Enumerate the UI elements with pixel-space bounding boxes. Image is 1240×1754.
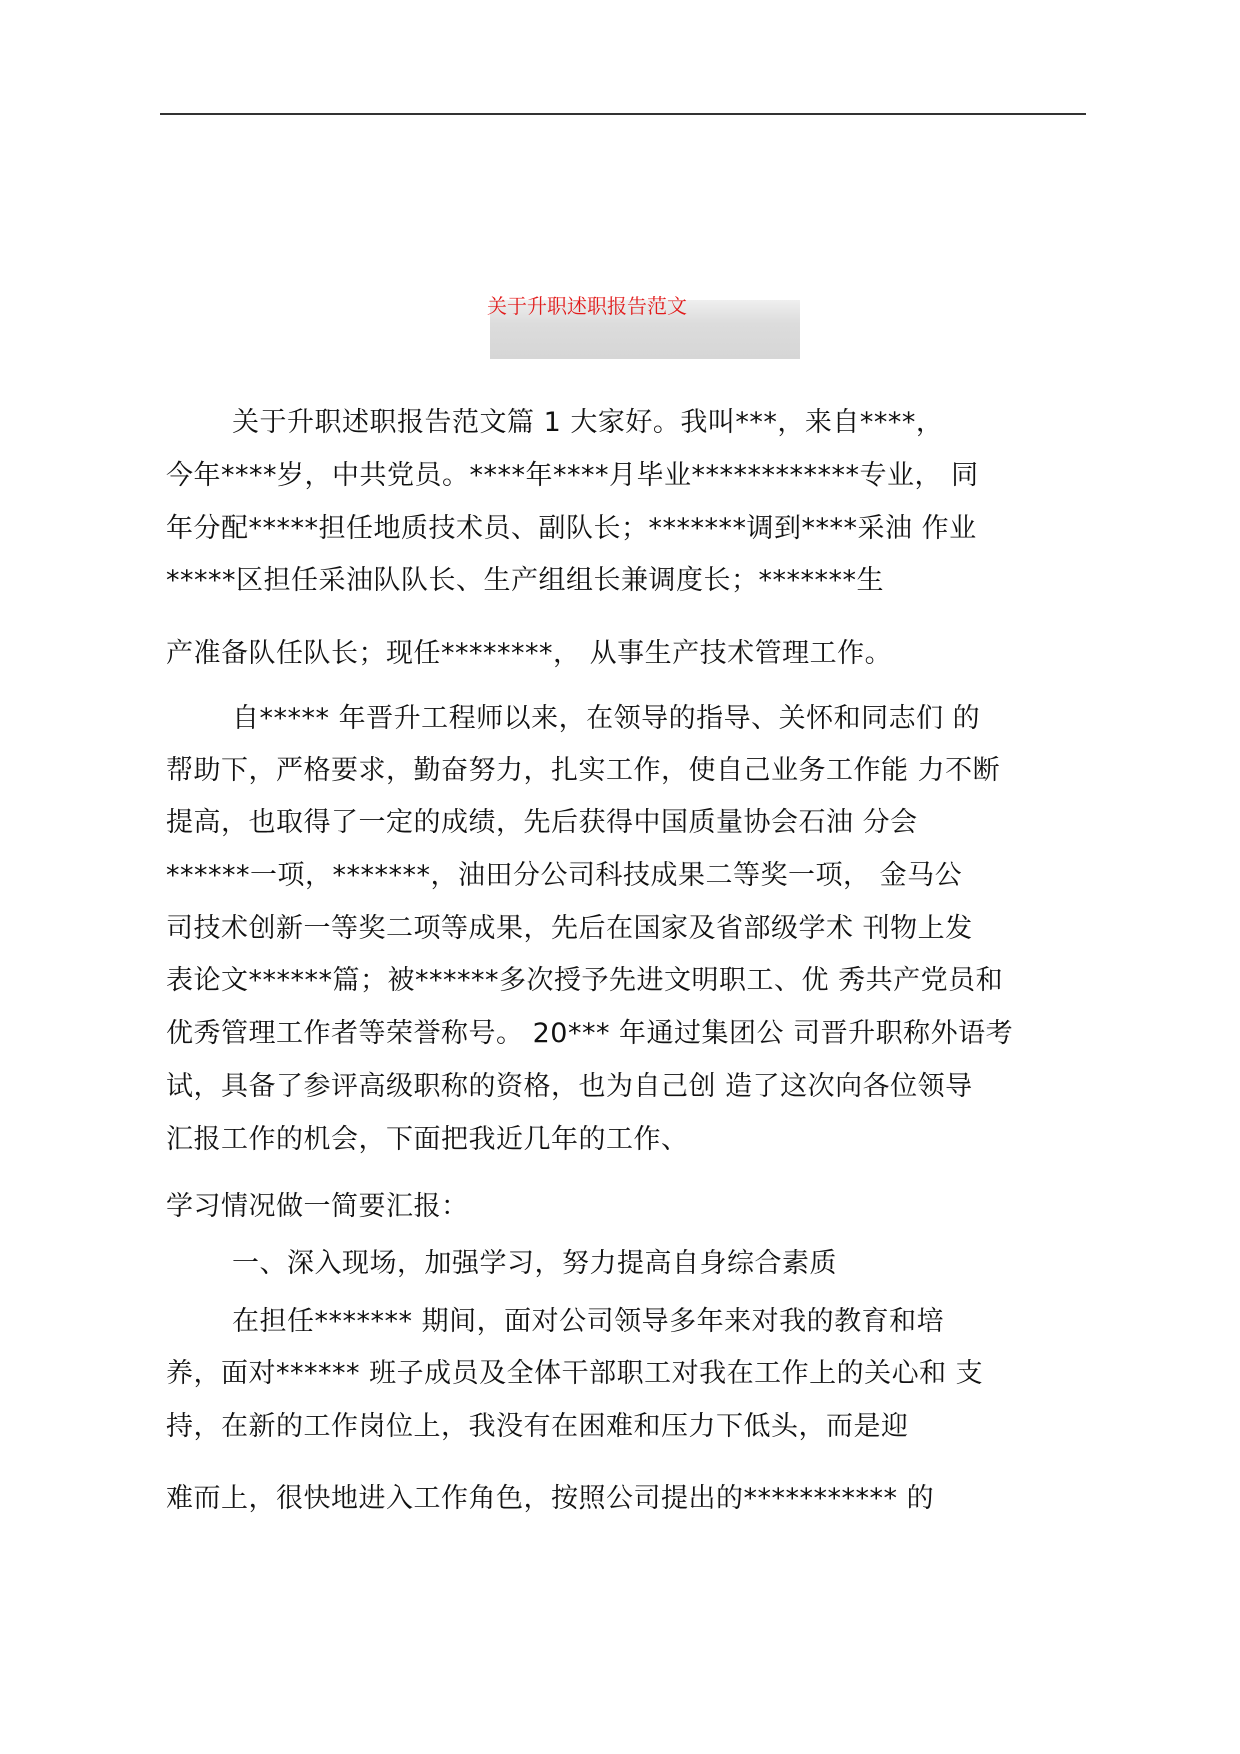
body-line: 年分配*****担任地质技术员、副队长；*******调到****采油 作业 — [166, 513, 977, 544]
body-line: 自***** 年晋升工程师以来，在领导的指导、关怀和同志们 的 — [232, 703, 981, 734]
body-line: 今年****岁，中共党员。****年****月毕业************专业， 同 — [166, 460, 979, 491]
document-title: 关于升职述职报告范文 — [487, 294, 687, 318]
body-line: 学习情况做一简要汇报： — [166, 1191, 469, 1222]
body-line: 汇报工作的机会，下面把我近几年的工作、 — [166, 1124, 689, 1155]
body-line: 持，在新的工作岗位上，我没有在困难和压力下低头，而是迎 — [166, 1411, 909, 1442]
body-line: 帮助下，严格要求，勤奋努力，扎实工作，使自己业务工作能 力不断 — [166, 755, 1001, 786]
body-line: 表论文******篇；被******多次授予先进文明职工、优 秀共产党员和 — [166, 965, 1004, 996]
body-line: 试，具备了参评高级职称的资格，也为自己创 造了这次向各位领导 — [166, 1071, 973, 1102]
section-heading: 一、深入现场，加强学习，努力提高自身综合素质 — [232, 1248, 837, 1279]
body-line: 难而上，很快地进入工作角色，按照公司提出的*********** 的 — [166, 1483, 935, 1514]
body-line: 提高，也取得了一定的成绩，先后获得中国质量协会石油 分会 — [166, 807, 918, 838]
header-rule — [160, 113, 1086, 115]
body-line: 养，面对****** 班子成员及全体干部职工对我在工作上的关心和 支 — [166, 1358, 984, 1389]
body-line: 优秀管理工作者等荣誉称号。 20*** 年通过集团公 司晋升职称外语考 — [166, 1018, 1014, 1049]
body-line: 关于升职述职报告范文篇 1 大家好。我叫***，来自****， — [232, 407, 944, 438]
body-line: 产准备队任队长；现任********， 从事生产技术管理工作。 — [166, 638, 893, 669]
body-line: *****区担任采油队队长、生产组组长兼调度长；*******生 — [166, 565, 884, 596]
body-line: ******一项，*******，油田分公司科技成果二等奖一项， 金马公 — [166, 860, 963, 891]
body-line: 在担任******* 期间，面对公司领导多年来对我的教育和培 — [232, 1306, 945, 1337]
body-line: 司技术创新一等奖二项等成果，先后在国家及省部级学术 刊物上发 — [166, 913, 973, 944]
